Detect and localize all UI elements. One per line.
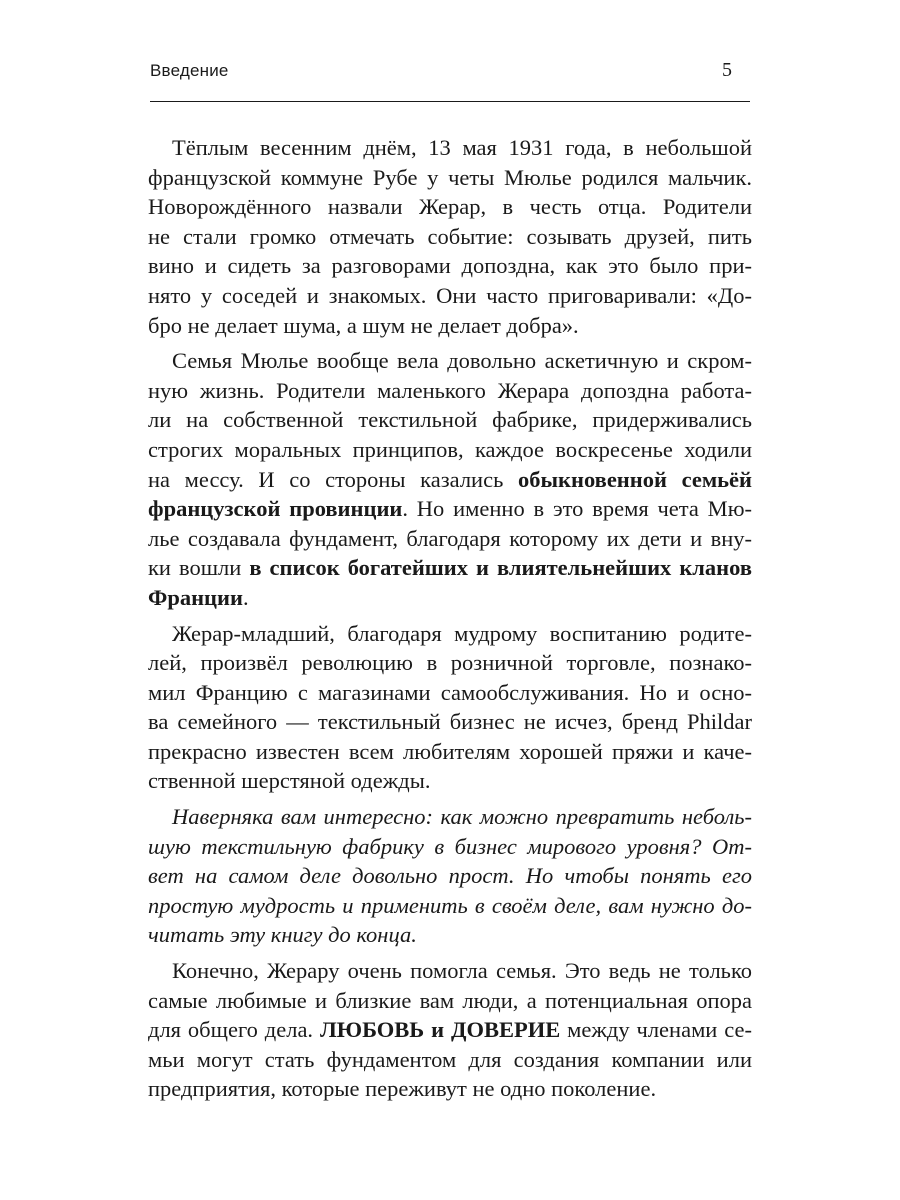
text-line: не стали громко отмечать событие: созывать друзей, пить xyxy=(148,223,752,249)
running-header xyxy=(150,59,750,89)
text-line: простую мудрость и применить в своём деле, вам нужно до- xyxy=(148,892,752,918)
bold-emphasis: в список богатейших и влиятельнейших кланов xyxy=(249,555,752,581)
text-line: лей, произвёл революцию в розничной торговле, познако- xyxy=(148,650,752,676)
text-line: прекрасно известен всем любителям хорошей пряжи и каче- xyxy=(148,738,752,764)
bold-emphasis: французской провинции xyxy=(148,496,403,522)
body-text xyxy=(148,133,752,1110)
paragraph-1 xyxy=(148,133,752,340)
text-line xyxy=(148,553,752,583)
header-rule xyxy=(150,101,750,102)
text-line: Жерар-младший, благодаря мудрому воспитанию родите- xyxy=(172,620,752,646)
text-run: ки вошли xyxy=(148,555,250,581)
text-line: самые любимые и близкие вам люди, а потенциальная опора xyxy=(148,987,752,1013)
text-line: ли на собственной текстильной фабрике, придерживались xyxy=(148,407,752,433)
text-line: мил Францию с магазинами самообслуживания. Но и осно- xyxy=(148,679,752,705)
page-number: 5 xyxy=(722,59,732,81)
text-line xyxy=(148,1015,752,1045)
text-run: на мессу. И со стороны казались xyxy=(148,466,518,492)
text-line: Семья Мюлье вообще вела довольно аскетичную и скром- xyxy=(172,348,752,374)
paragraph-5 xyxy=(148,956,752,1104)
text-run: . xyxy=(242,584,249,610)
text-line: лье создавала фундамент, благодаря которому их дети и вну- xyxy=(148,525,752,551)
text-line: Тёплым весенним днём, 13 мая 1931 года, в небольшой xyxy=(172,135,752,160)
text-line: бро не делает шума, а шум не делает добра». xyxy=(148,312,579,338)
text-line: Конечно, Жерару очень помогла семья. Это ведь не только xyxy=(172,958,752,984)
text-line: Наверняка вам интересно: как можно превратить неболь- xyxy=(172,804,752,830)
text-line: французской коммуне Рубе у четы Мюлье родился мальчик. xyxy=(148,164,752,190)
bold-emphasis: Франции xyxy=(148,584,243,610)
text-line: ную жизнь. Родители маленького Жерара допоздна работа- xyxy=(148,377,752,403)
text-line: ственной шерстяной одежды. xyxy=(148,768,431,794)
text-line: нято у соседей и знакомых. Они часто приговаривали: «До- xyxy=(148,282,752,308)
text-run: для общего дела. xyxy=(148,1017,320,1043)
text-run: между членами се- xyxy=(560,1017,753,1043)
text-line: Новорождённого назвали Жерар, в честь отца. Родители xyxy=(148,194,752,220)
text-line: вет на самом деле довольно прост. Но чтобы понять его xyxy=(148,863,752,889)
text-run: . Но именно в это время чета Мю- xyxy=(402,496,752,522)
text-line xyxy=(148,583,752,613)
paragraph-2 xyxy=(148,346,752,612)
text-line: мьи могут стать фундаментом для создания компании или xyxy=(148,1046,752,1072)
text-line: шую текстильную фабрику в бизнес мирового уровня? От- xyxy=(148,833,752,859)
text-line: предприятия, которые переживут не одно поколение. xyxy=(148,1076,657,1102)
text-line: ва семейного — текстильный бизнес не исчез, бренд Phildar xyxy=(148,709,752,735)
text-line xyxy=(148,494,752,524)
text-line: читать эту книгу до конца. xyxy=(148,922,417,948)
paragraph-4-italic xyxy=(148,802,752,950)
bold-emphasis: обыкновенной семьёй xyxy=(517,466,752,492)
text-line: строгих моральных принципов, каждое воскресенье ходили xyxy=(148,436,752,462)
text-line: вино и сидеть за разговорами допоздна, как это было при- xyxy=(148,253,752,279)
bold-emphasis: ЛЮБОВЬ и ДОВЕРИЕ xyxy=(319,1017,561,1043)
text-line xyxy=(148,465,752,495)
paragraph-3 xyxy=(148,619,752,797)
section-title: Введение xyxy=(150,61,229,80)
